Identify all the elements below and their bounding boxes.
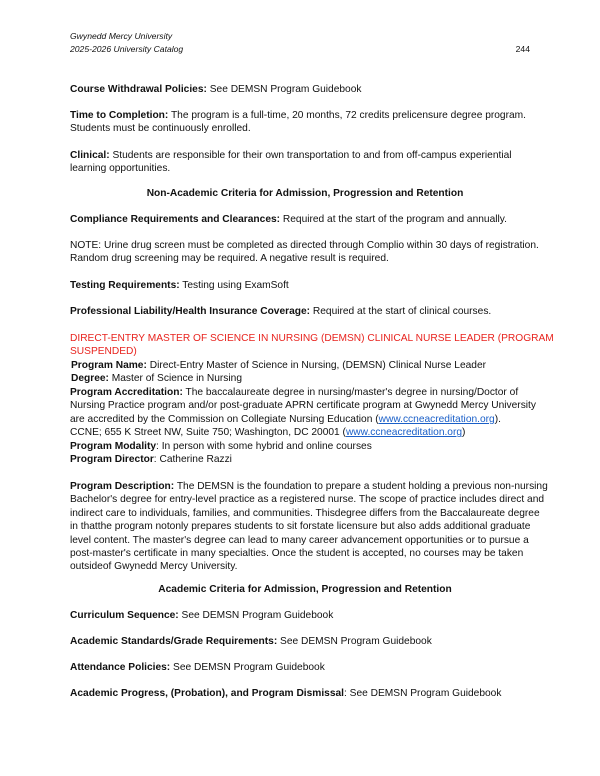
text-span: NOTE: Urine drug screen must be completed as directed through Complio within 30 days of registration. [70, 240, 539, 251]
program-modality [70, 440, 540, 453]
attendance-policies [70, 661, 540, 674]
text-span: Compliance Requirements and Clearances: [70, 214, 281, 225]
program-director [70, 453, 540, 466]
text-span: Program Director [70, 454, 154, 465]
withdrawal-policies [70, 83, 540, 96]
drug-screen-note [70, 239, 540, 266]
text-span: Required at the start of the program and annually. [280, 214, 507, 225]
clinical [70, 149, 540, 176]
text-span: Program Name: [71, 360, 147, 371]
program-description [70, 480, 548, 574]
text-span: CCNE; 655 K Street NW, Suite 750; Washington, DC 20001 ( [70, 427, 346, 439]
text-span: Professional Liability/Health Insurance Coverage: [70, 306, 311, 317]
text-span: : Catherine Razzi [153, 454, 232, 465]
text-span: Students are responsible for their own transportation to and from off-campus experiential [109, 150, 512, 161]
text-span: The DEMSN is the foundation to prepare a student holding a previous non-nursing [174, 481, 548, 492]
testing-requirements [70, 279, 540, 292]
text-span: The baccalaureate degree in nursing/master's degree in nursing/Doctor of [182, 387, 519, 398]
text-span: Course Withdrawal Policies: [70, 84, 207, 95]
text-span: ). [494, 413, 501, 425]
text-span: Nursing Practice program and/or post-graduate APRN certificate program at Gwynedd Mercy University [70, 400, 536, 412]
text-span: Curriculum Sequence: [70, 610, 179, 621]
academic-standards [70, 635, 540, 648]
text-span: Program Description: [70, 481, 175, 492]
text-span: See DEMSN Program Guidebook [277, 636, 432, 647]
liability-insurance [70, 305, 540, 318]
text-span: Direct-Entry Master of Science in Nursing, (DEMSN) Clinical Nurse Leader [146, 360, 486, 371]
text-span: Degree: [71, 373, 109, 384]
text-span: Bachelor's degree for entry-level practice as a registered nurse. The scope of practice includes direct and [70, 494, 545, 506]
page-number: 244 [515, 44, 530, 54]
text-span: Clinical: [70, 150, 110, 161]
program-name [71, 359, 541, 372]
text-span: are accredited by the Commission on Collegiate Nursing Education ( [70, 413, 379, 425]
academic-heading: Academic Criteria for Admission, Progression and Retention [158, 584, 452, 595]
text-span: : See DEMSN Program Guidebook [344, 688, 502, 699]
text-span: See DEMSN Program Guidebook [170, 662, 325, 673]
non-academic-heading: Non-Academic Criteria for Admission, Progression and Retention [146, 188, 464, 199]
text-span: Program Accreditation: [70, 387, 183, 398]
text-span: SUSPENDED) [70, 346, 137, 358]
text-span: DIRECT-ENTRY MASTER OF SCIENCE IN NURSING (DEMSN) CLINICAL NURSE LEADER (PROGRAM [70, 333, 554, 344]
text-span: indirect care to individuals, families, and communities. Thisdegree differs from the Baccalaureate degree [70, 507, 540, 519]
text-span: The program is a full-time, 20 months, 72 credits prelicensure degree program. [168, 110, 526, 121]
program-accreditation [70, 386, 540, 440]
text-span: Master of Science in Nursing [108, 373, 242, 384]
time-to-completion [70, 109, 540, 136]
degree [71, 372, 541, 385]
curriculum-sequence [70, 609, 540, 622]
text-span: Required at the start of clinical courses. [310, 306, 492, 317]
ccne-link-address[interactable]: www.ccneacreditation.org [345, 427, 463, 439]
text-span: Academic Standards/Grade Requirements: [70, 636, 278, 647]
text-span: learning opportunities. [70, 163, 171, 175]
text-span: ) [462, 427, 466, 439]
text-span: See DEMSN Program Guidebook [206, 84, 362, 95]
text-span: Random drug screening may be required. A negative result is required. [70, 253, 389, 265]
compliance-requirements [70, 213, 540, 226]
academic-progress [70, 687, 540, 700]
text-span: in thatthe program notonly prepares students to sit forstate licensure but also adds additional graduate [70, 521, 531, 533]
text-span: Academic Progress, (Probation), and Program Dismissal [70, 688, 345, 699]
header-catalog: 2025-2026 University Catalog [70, 44, 184, 54]
text-span: Time to Completion: [70, 110, 169, 121]
text-span: post-master's certificate in many specialties. Once the student is accepted, no courses may be taken [70, 548, 524, 560]
text-span: See DEMSN Program Guidebook [178, 610, 334, 621]
text-span: outsideof Gwynedd Mercy University. [70, 561, 238, 573]
text-span: Testing using ExamSoft [179, 280, 289, 291]
ccne-link[interactable]: www.ccneacreditation.org [378, 413, 495, 425]
header-university: Gwynedd Mercy University [70, 31, 173, 41]
text-span: Program Modality [70, 441, 157, 452]
program-title [70, 332, 554, 359]
text-span: level content. The master's degree can lead to many career advancement opportunities or to pursue a [70, 534, 529, 546]
text-span: Students must be continuously enrolled. [70, 123, 251, 135]
text-span: : In person with some hybrid and online courses [156, 441, 372, 452]
text-span: Testing Requirements: [70, 280, 180, 291]
text-span: Attendance Policies: [70, 662, 171, 673]
